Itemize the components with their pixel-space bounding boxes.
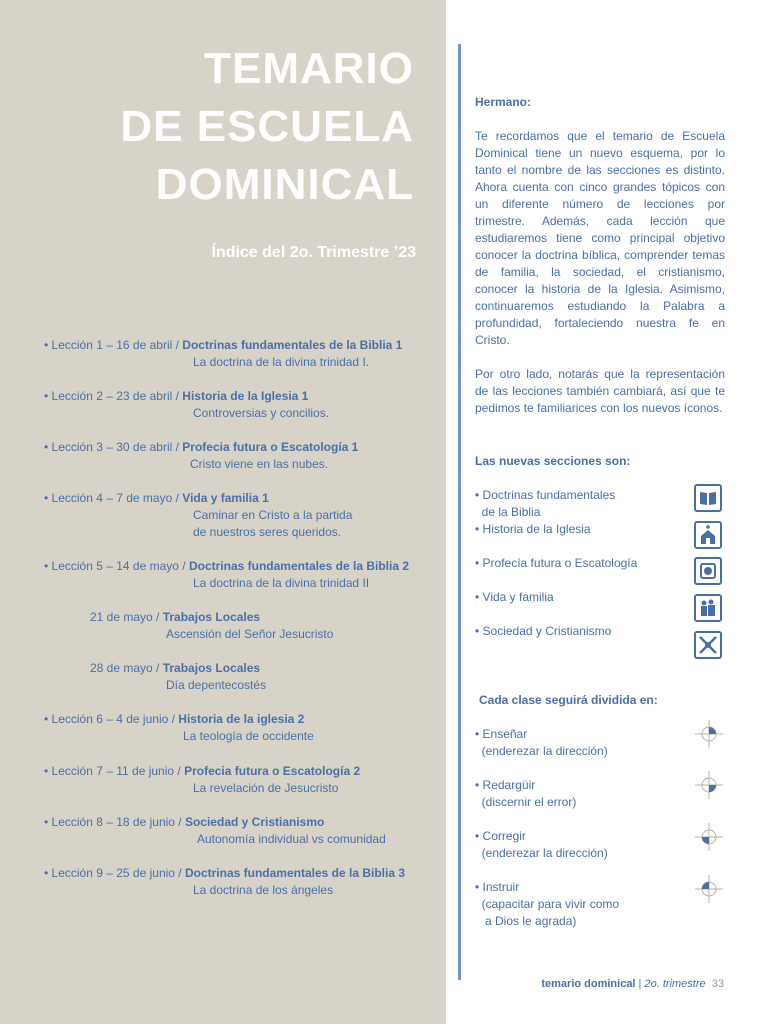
lesson-item bbox=[44, 558, 409, 592]
lesson-topic: Sociedad y Cristianismo bbox=[184, 815, 325, 829]
section-item bbox=[475, 589, 725, 606]
family-icon bbox=[694, 594, 722, 622]
class-part-item bbox=[475, 777, 725, 811]
class-part-label: • Enseñar bbox=[475, 727, 528, 741]
title-line: TEMARIO bbox=[204, 44, 414, 93]
lesson-date: 28 de mayo / bbox=[90, 661, 163, 675]
class-part-label: • Redargüir bbox=[475, 778, 536, 792]
lesson-subtitle: La doctrina de los ángeles bbox=[193, 883, 334, 897]
class-part-item bbox=[475, 879, 725, 930]
vertical-divider bbox=[458, 44, 461, 980]
section-item bbox=[475, 487, 725, 521]
section-label: • Profecía futura o Escatología bbox=[475, 556, 638, 570]
class-heading: Cada clase seguirá dividida en: bbox=[479, 693, 658, 707]
bible-icon bbox=[694, 484, 722, 512]
section-label: de la Biblia bbox=[475, 505, 541, 519]
lesson-item bbox=[44, 711, 314, 745]
lesson-subtitle: Controversias y concilios. bbox=[193, 406, 330, 420]
lesson-date: • Lección 6 – 4 de junio / bbox=[44, 712, 179, 726]
compass-instruct-icon bbox=[694, 874, 724, 904]
lesson-item bbox=[44, 763, 360, 797]
section-label: • Sociedad y Cristianismo bbox=[475, 624, 612, 638]
section-label: • Historia de la Iglesia bbox=[475, 522, 591, 536]
lesson-item bbox=[44, 439, 358, 473]
lesson-subtitle: La doctrina de la divina trinidad II bbox=[193, 576, 370, 590]
section-item bbox=[475, 555, 725, 572]
footer-separator: | bbox=[635, 978, 645, 990]
section-label: • Doctrinas fundamentales bbox=[475, 488, 616, 502]
compass-reprove-icon bbox=[694, 770, 724, 800]
title-line: DOMINICAL bbox=[155, 160, 414, 209]
lesson-topic: Historia de la iglesia 2 bbox=[178, 712, 305, 726]
lesson-topic: Vida y familia 1 bbox=[182, 491, 269, 505]
page-number: 33 bbox=[711, 978, 724, 990]
lesson-subtitle: Caminar en Cristo a la partida bbox=[193, 508, 353, 522]
lesson-subtitle: La teología de occidente bbox=[183, 729, 314, 743]
title-line: DE ESCUELA bbox=[120, 102, 414, 151]
class-part-item bbox=[475, 726, 725, 760]
lesson-topic: Historia de la Iglesia 1 bbox=[182, 389, 309, 403]
lesson-subtitle: Autonomía individual vs comunidad bbox=[197, 832, 386, 846]
lesson-item bbox=[44, 865, 405, 899]
lesson-topic: Profecia futura o Escatología 1 bbox=[182, 440, 359, 454]
sections-heading: Las nuevas secciones son: bbox=[475, 454, 631, 468]
section-item bbox=[475, 623, 725, 640]
lesson-item bbox=[44, 337, 402, 371]
compass-teach-icon bbox=[694, 719, 724, 749]
lesson-item bbox=[44, 814, 386, 848]
footer-publication: temario dominical bbox=[541, 978, 636, 990]
lesson-subtitle: de nuestros seres queridos. bbox=[193, 525, 342, 539]
lesson-item bbox=[44, 388, 329, 422]
lesson-topic: Profecia futura o Escatología 2 bbox=[184, 764, 361, 778]
lesson-item bbox=[90, 609, 333, 643]
lesson-subtitle: La revelación de Jesucristo bbox=[193, 781, 339, 795]
lesson-date: • Lección 5 – 14 de mayo / bbox=[44, 559, 189, 573]
class-part-label: (discernir el error) bbox=[475, 795, 577, 809]
lesson-topic: Trabajos Locales bbox=[162, 610, 261, 624]
lesson-subtitle: Cristo viene en las nubes. bbox=[190, 457, 329, 471]
lesson-topic: Doctrinas fundamentales de la Biblia 1 bbox=[182, 338, 403, 352]
intro-paragraph-2: Por otro lado, notarás que la representación de las lecciones también cambiará, así que te pedimos te familiarices con los nuevos íconos. bbox=[475, 367, 725, 415]
lesson-date: • Lección 1 – 16 de abril / bbox=[44, 338, 183, 352]
lesson-date: • Lección 4 – 7 de mayo / bbox=[44, 491, 183, 505]
lesson-subtitle: Día depentecostés bbox=[166, 678, 267, 692]
church-icon bbox=[694, 521, 722, 549]
lesson-date: • Lección 9 – 25 de junio / bbox=[44, 866, 185, 880]
section-item bbox=[475, 521, 725, 538]
intro-paragraph-1: Te recordamos que el temario de Escuela Dominical tiene un nuevo esquema, por lo tanto el nombre de las secciones es distinto. Ahora cuenta con cinco grandes tópicos con un diferente número de lecciones por trimestre. Además, cada lección que estudiaremos tiene como principal objetivo conocer la doctrina bíblica, comprender temas de familia, la sociedad, el cristianismo, conocer la historia de la Iglesia. Asimismo, continuaremos estudiando la Palabra a profundidad, fortaleciendo nuestra fe en Cristo. bbox=[475, 129, 725, 347]
class-part-label: a Dios le agrada) bbox=[475, 914, 577, 928]
lesson-date: • Lección 3 – 30 de abril / bbox=[44, 440, 183, 454]
lesson-item bbox=[90, 660, 266, 694]
greeting: Hermano: bbox=[475, 95, 532, 109]
class-part-label: • Instruir bbox=[475, 880, 520, 894]
footer-section: 2o. trimestre bbox=[644, 978, 706, 990]
section-label: • Vida y familia bbox=[475, 590, 554, 604]
society-icon bbox=[694, 631, 722, 659]
lesson-date: • Lección 7 – 11 de junio / bbox=[44, 764, 185, 778]
lesson-topic: Trabajos Locales bbox=[162, 661, 261, 675]
compass-correct-icon bbox=[694, 822, 724, 852]
lesson-date: 21 de mayo / bbox=[90, 610, 163, 624]
class-part-label: • Corregir bbox=[475, 829, 526, 843]
class-part-label: (enderezar la dirección) bbox=[475, 744, 608, 758]
class-part-item bbox=[475, 828, 725, 862]
page-footer bbox=[541, 978, 724, 990]
intro-text bbox=[475, 94, 725, 417]
page-subtitle: Índice del 2o. Trimestre ’23 bbox=[211, 244, 416, 261]
page-title bbox=[120, 40, 414, 214]
class-part-label: (capacitar para vivir como bbox=[475, 897, 620, 911]
lesson-item bbox=[44, 490, 352, 541]
scroll-icon bbox=[694, 557, 722, 585]
lesson-topic: Doctrinas fundamentales de la Biblia 2 bbox=[188, 559, 410, 573]
lesson-topic: Doctrinas fundamentales de la Biblia 3 bbox=[184, 866, 406, 880]
lesson-date: • Lección 2 – 23 de abril / bbox=[44, 389, 183, 403]
lesson-subtitle: Ascensión del Señor Jesucristo bbox=[166, 627, 334, 641]
class-part-label: (enderezar la dirección) bbox=[475, 846, 608, 860]
lesson-subtitle: La doctrina de la divina trinidad I. bbox=[193, 355, 370, 369]
lesson-date: • Lección 8 – 18 de junio / bbox=[44, 815, 185, 829]
